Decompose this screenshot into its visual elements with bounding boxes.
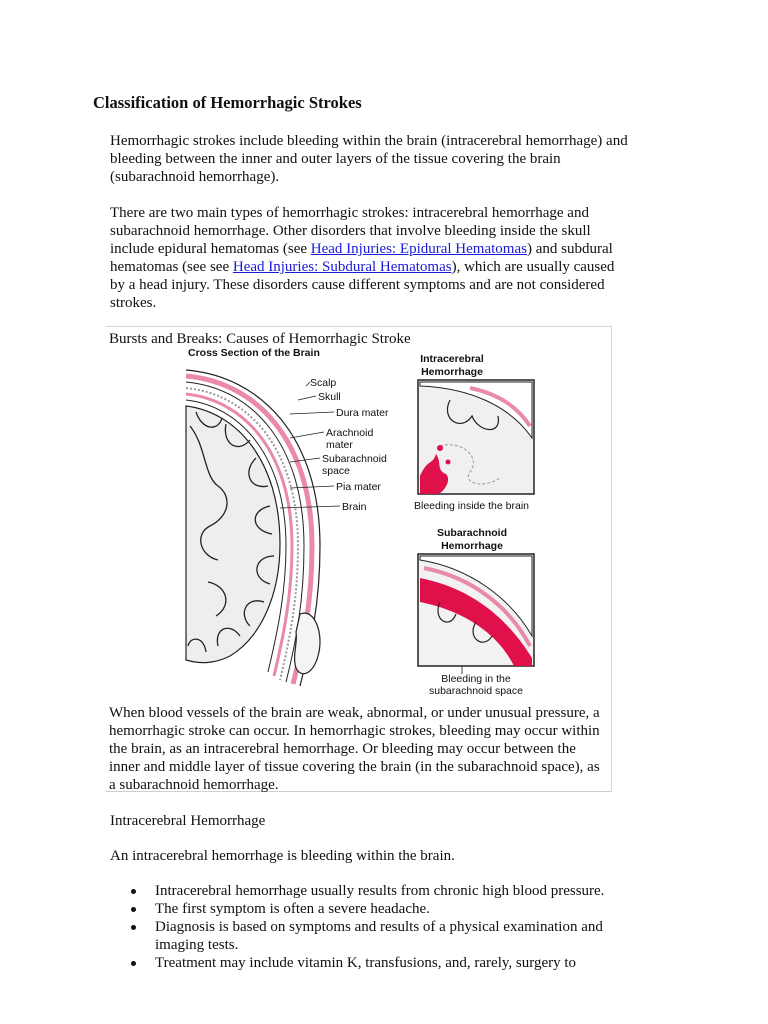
intro-paragraph: Hemorrhagic strokes include bleeding within the brain (intracerebral hemorrhage) and bleeding between the inner and outer layers of the tissue covering the brain (subarachnoid hemorrhage). xyxy=(110,133,628,185)
bullet-list xyxy=(110,882,640,972)
list-item: Treatment may include vitamin K, transfusions, and, rarely, surgery to xyxy=(110,954,640,972)
label-brain: Brain xyxy=(342,501,367,513)
label-subarachnoid: Subarachnoid xyxy=(322,453,387,465)
subarachnoid-title-2: Hemorrhage xyxy=(441,540,503,552)
cross-section-title: Cross Section of the Brain xyxy=(188,347,320,359)
types-paragraph xyxy=(110,204,630,312)
intracerebral-title-2: Hemorrhage xyxy=(421,366,483,378)
epidural-hematomas-link[interactable]: Head Injuries: Epidural Hematomas xyxy=(310,241,527,257)
label-subarachnoid-2: space xyxy=(322,465,351,477)
label-pia-mater: Pia mater xyxy=(336,481,381,493)
figure-description: When blood vessels of the brain are weak, abnormal, or under unusual pressure, a hemorrhagic stroke can occur. In hemorrhagic strokes, bleeding may occur within the brain, as an intracerebral hemorrhage. Or bleeding may occur between the inner and middle layer of tissue covering the brain (in the subarachnoid space), as a subarachnoid hemorrhage. xyxy=(109,705,600,793)
list-item: Diagnosis is based on symptoms and results of a physical examination and imaging tests. xyxy=(110,918,640,954)
page-title: Classification of Hemorrhagic Strokes xyxy=(93,93,362,112)
section-intro: An intracerebral hemorrhage is bleeding within the brain. xyxy=(110,848,455,864)
intracerebral-title: Intracerebral xyxy=(420,353,484,365)
brain-illustration xyxy=(110,346,540,702)
label-arachnoid: Arachnoid xyxy=(326,427,374,439)
figure-caption: Bursts and Breaks: Causes of Hemorrhagic Stroke xyxy=(109,331,411,347)
types-text-2: ) and subdural hematomas (see see xyxy=(110,241,613,275)
intracerebral-caption: Bleeding inside the brain xyxy=(414,500,529,512)
label-arachnoid-2: mater xyxy=(326,439,353,451)
types-text-1: There are two main types of hemorrhagic strokes: intracerebral hemorrhage and subarachnoid hemorrhage. Other disorders that involve bleeding inside the skull include epidural hematomas (see xyxy=(110,205,591,257)
label-scalp: Scalp xyxy=(310,377,337,389)
subdural-hematomas-link[interactable]: Head Injuries: Subdural Hematomas xyxy=(232,259,452,275)
subarachnoid-caption: Bleeding in the xyxy=(441,673,511,685)
label-dura-mater: Dura mater xyxy=(336,407,389,419)
subarachnoid-title: Subarachnoid xyxy=(436,527,508,539)
ear xyxy=(295,613,320,674)
intracerebral-inset xyxy=(418,380,534,494)
subarachnoid-caption-2: subarachnoid space xyxy=(429,685,523,697)
label-skull: Skull xyxy=(318,391,341,403)
subarachnoid-inset xyxy=(418,554,534,674)
list-item: Intracerebral hemorrhage usually results from chronic high blood pressure. xyxy=(110,882,640,900)
list-item: The first symptom is often a severe headache. xyxy=(110,900,640,918)
section-heading: Intracerebral Hemorrhage xyxy=(110,813,266,829)
types-text-3: ), which are usually caused by a head injury. These disorders cause different symptoms and are not considered strokes. xyxy=(110,259,615,311)
